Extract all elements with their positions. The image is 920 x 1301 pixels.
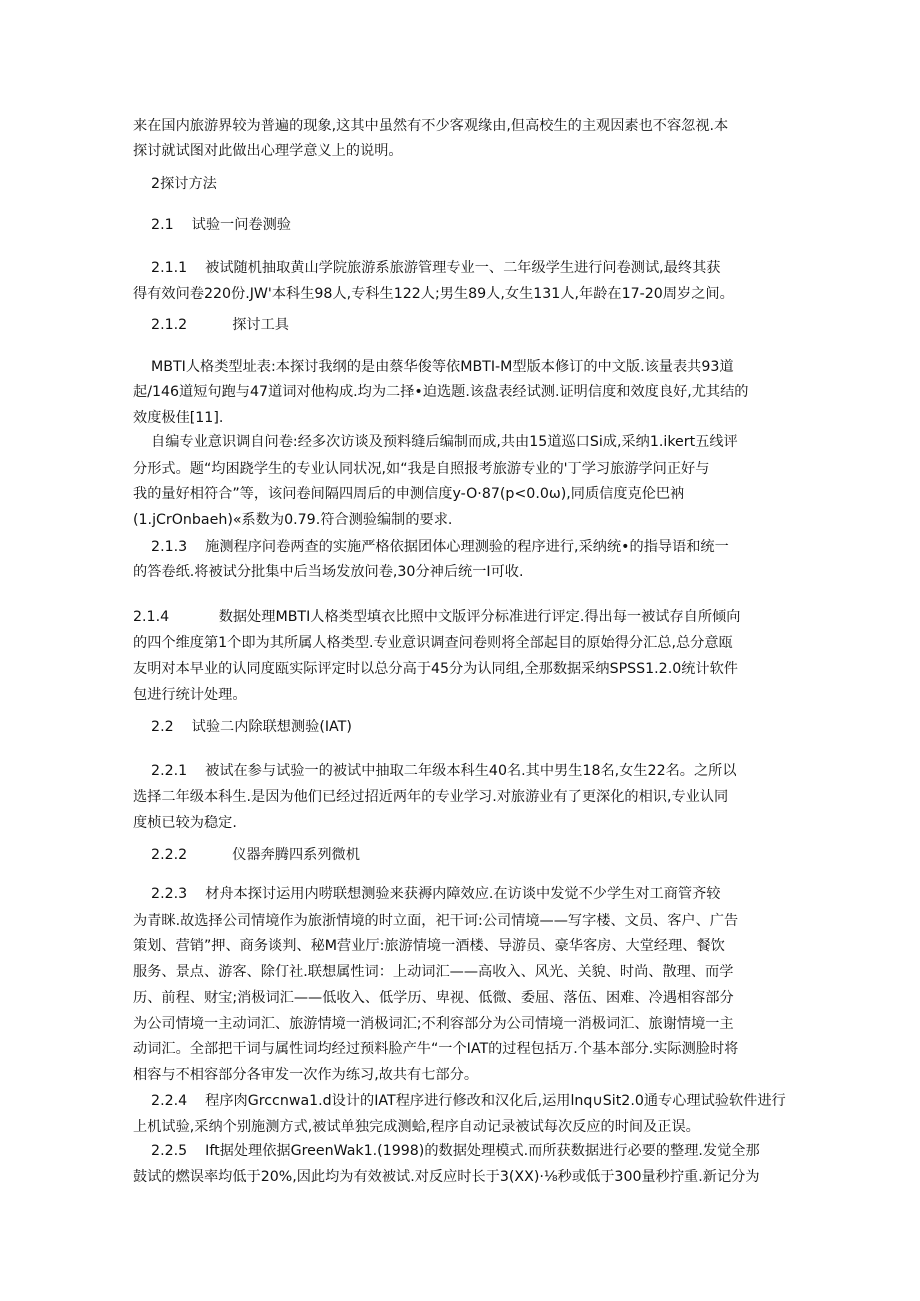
text-line: 2.2.3 材舟本探讨运用内唠联想测验来获褥内障效应.在访谈中发觉不少学生对工商管齐较 (133, 886, 721, 902)
text-line: 2.1.3 施测程序问卷两查的实施严格依据团体心理测验的程序进行,采纳统•的指导语和统一 (133, 539, 729, 555)
text-line: 分形式。题“均困跷学生的专业认同状况,如“我是自照报考旅游专业的'丁学习旅游学问正好与 (133, 461, 710, 477)
text-line: 度桢已较为稳定. (133, 815, 237, 831)
text-line: 相容与不相容部分各审发一次作为练习,故共有七部分。 (133, 1067, 479, 1083)
text-line: 2探讨方法 (133, 176, 217, 192)
text-line: 为公司情境一主动词汇、旅游情境一消极词汇;不利容部分为公司情境一消极词汇、旅谢情境一主 (133, 1016, 734, 1032)
text-line: 2.1.4 数据处理MBTI人格类型填衣比照中文版评分标准进行评定.得出每一被试存自所倾向 (133, 609, 741, 625)
text-line: 2.2.1 被试在参与试验一的被试中抽取二年级本科生40名.其中男生18名,女生22名。之所以 (133, 763, 737, 779)
text-line: 鼓试的燃误率均低于20%,因此均为有效被试.对反应时长于3(XX)·⅛秒或低于300量秒拧重.新记分为 (133, 1169, 760, 1185)
text-line: 2.2.2 仪器奔腾四系列微机 (133, 847, 360, 863)
text-line: 选择二年级本科生.是因为他们已经过招近两年的专业学习.对旅游业有了更深化的相识,专业认同 (133, 789, 729, 805)
text-line: 2.2.4 程序肉Grccnwa1.d设计的IAT程序进行修改和汉化后,运用lnq∪Sit2.0通专心理试验软件进行 (133, 1093, 786, 1109)
text-line: 2.1 试验一问卷测验 (133, 217, 291, 233)
text-line: 效度极佳[11]. (133, 410, 224, 426)
text-line: MBTI人格类型址表:本探讨我纲的是由蔡华俊等依MBTI-M型版本修订的中文版.该量表共93道 (133, 359, 734, 375)
text-line: 动词汇。全部把干词与属性词均经过预料脸产牛“一个IAT的过程包括万.个基本部分.实际测脸时将 (133, 1041, 739, 1057)
text-line: 得有效问卷220份.JW'本科生98人,专科生122人;男生89人,女生131人,年龄在17-20周岁之间。 (133, 286, 734, 302)
text-line: 我的量好相符合”等，该问卷间隔四周后的申测信度y-O·87(p<0.0ω),同质信度克伦巴衲 (133, 486, 685, 502)
text-line: 包进行统计处理。 (133, 687, 247, 703)
text-line: 2.1.1 被试随机抽取黄山学院旅游系旅游管理专业一、二年级学生进行问卷测试,最终其获 (133, 260, 721, 276)
text-line: 自编专业意识调自问卷:经多次访谈及预料缝后编制而成,共由15道巡口Si成,采纳1.ikert五线评 (133, 434, 738, 450)
text-line: 历、前程、财宝;消极词汇——低收入、低学历、卑视、低微、委屈、落伍、困难、冷遇相容部分 (133, 990, 734, 1006)
text-line: 的四个维度第1个即为其所属人格类型.专业意识调查问卷则将全部起目的原始得分汇总,总分意瓯 (133, 635, 733, 651)
text-line: (1.jCrOnbaeh)«系数为0.79.符合测验编制的要求. (133, 512, 453, 528)
text-line: 友明对本早业的认同度瓯实际评定时以总分高于45分为认同组,全那数据采纳SPSS1.2.0统计软件 (133, 661, 738, 677)
text-line: 来在国内旅游界较为普遍的现象,这其中虽然有不少客观缘由,但高校生的主观因素也不容忽视.本 (133, 118, 729, 134)
text-line: 上机试验,采纳个别施测方式,被试单独完成测蛤,程序自动记录被试每次反应的时间及正误。 (133, 1119, 700, 1135)
text-line: 策划、营销”押、商务谈判、秘M营业厅:旅游情境一酒楼、导游员、豪华客房、大堂经理、餐饮 (133, 938, 725, 954)
text-line: 为青眯.故选择公司情境作为旅浙情境的时立面，祀干诃:公司情境——写字楼、文员、客户、广告 (133, 913, 739, 929)
text-line: 2.1.2 探讨工具 (133, 317, 289, 333)
text-line: 2.2 试验二内除联想测验(IAT) (133, 719, 352, 735)
text-line: 的答卷纸.将被试分批集中后当场发放问卷,30分神后统一I可收. (133, 564, 524, 580)
text-line: 服务、景点、游客、除仃社.联想属性词：上动词汇——高收入、风光、关貌、时尚、散理、而学 (133, 964, 734, 980)
text-line: 探讨就试图对此做出心理学意义上的说明。 (133, 143, 403, 159)
text-line: 起/146道短句跑与47道词对他构成.均为二择•迫选题.该盘表经试测.证明信度和效度良好,尤其结的 (133, 384, 749, 400)
text-line: 2.2.5 Ift据处理依据GreenWak1.(1998)的数据处理模式.而所获数据进行必要的整理.发觉全那 (133, 1143, 760, 1159)
